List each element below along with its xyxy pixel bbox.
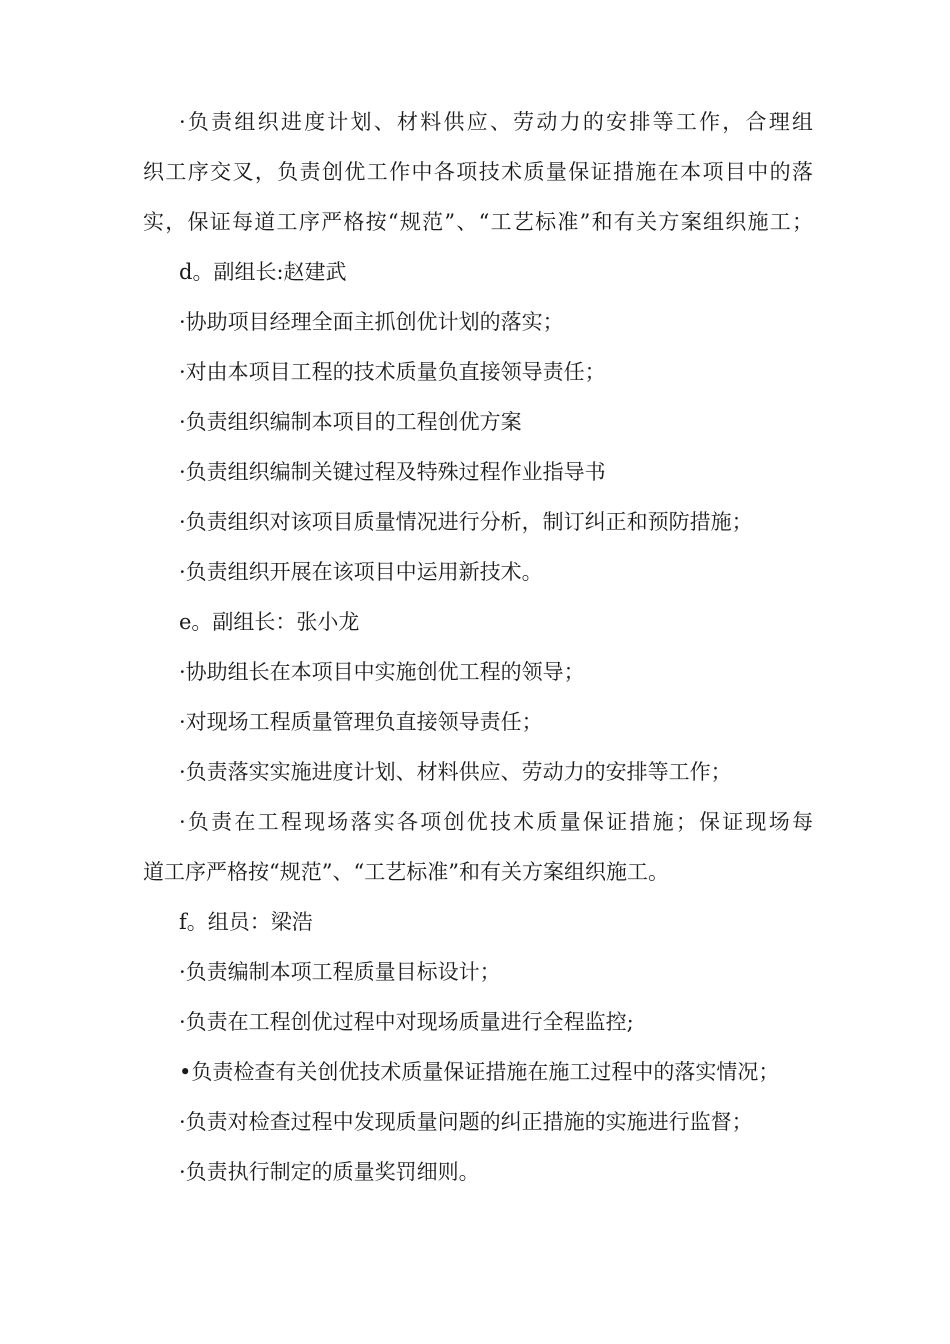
bullet-item: ·负责落实实施进度计划、材料供应、劳动力的安排等工作； [179, 760, 732, 784]
bullet-item: ·对现场工程质量管理负直接领导责任； [179, 710, 543, 734]
bullet-item: ·对由本项目工程的技术质量负直接领导责任； [179, 360, 606, 384]
paragraph-line: ·负责组织进度计划、材料供应、劳动力的安排等工作，合理组 [179, 110, 813, 134]
paragraph-line: 道工序严格按“规范”、“工艺标准”和有关方案组织施工。 [143, 860, 669, 884]
bullet-item: ·负责在工程现场落实各项创优技术质量保证措施；保证现场每 [179, 810, 813, 834]
bullet-item: ·协助组长在本项目中实施创优工程的领导； [179, 660, 585, 684]
section-heading: e。副组长：张小龙 [179, 610, 360, 634]
paragraph-line: 织工序交叉，负责创优工作中各项技术质量保证措施在本项目中的落 [143, 160, 813, 184]
bullet-item: ·负责组织开展在该项目中运用新技术。 [179, 560, 543, 584]
document-body [143, 97, 813, 1197]
section-heading: d。副组长:赵建武 [179, 260, 347, 284]
bullet-item: ·负责组织对该项目质量情况进行分析，制订纠正和预防措施； [179, 510, 753, 534]
bullet-item: ·负责在工程创优过程中对现场质量进行全程监控; [179, 1010, 634, 1034]
paragraph-line: 实，保证每道工序严格按“规范”、“工艺标准”和有关方案组织施工； [143, 210, 813, 234]
bullet-item: ·负责编制本项工程质量目标设计； [179, 960, 501, 984]
bullet-item: ·负责执行制定的质量奖罚细则。 [179, 1160, 480, 1184]
bullet-item: ·负责对检查过程中发现质量问题的纠正措施的实施进行监督； [179, 1110, 753, 1134]
section-heading: f。组员：梁浩 [179, 910, 313, 934]
bullet-item: ·负责组织编制关键过程及特殊过程作业指导书 [179, 460, 606, 484]
bullet-item: ·协助项目经理全面主抓创优计划的落实； [179, 310, 564, 334]
bullet-item: •负责检查有关创优技术质量保证措施在施工过程中的落实情况； [179, 1060, 780, 1084]
bullet-item: ·负责组织编制本项目的工程创优方案 [179, 410, 522, 434]
